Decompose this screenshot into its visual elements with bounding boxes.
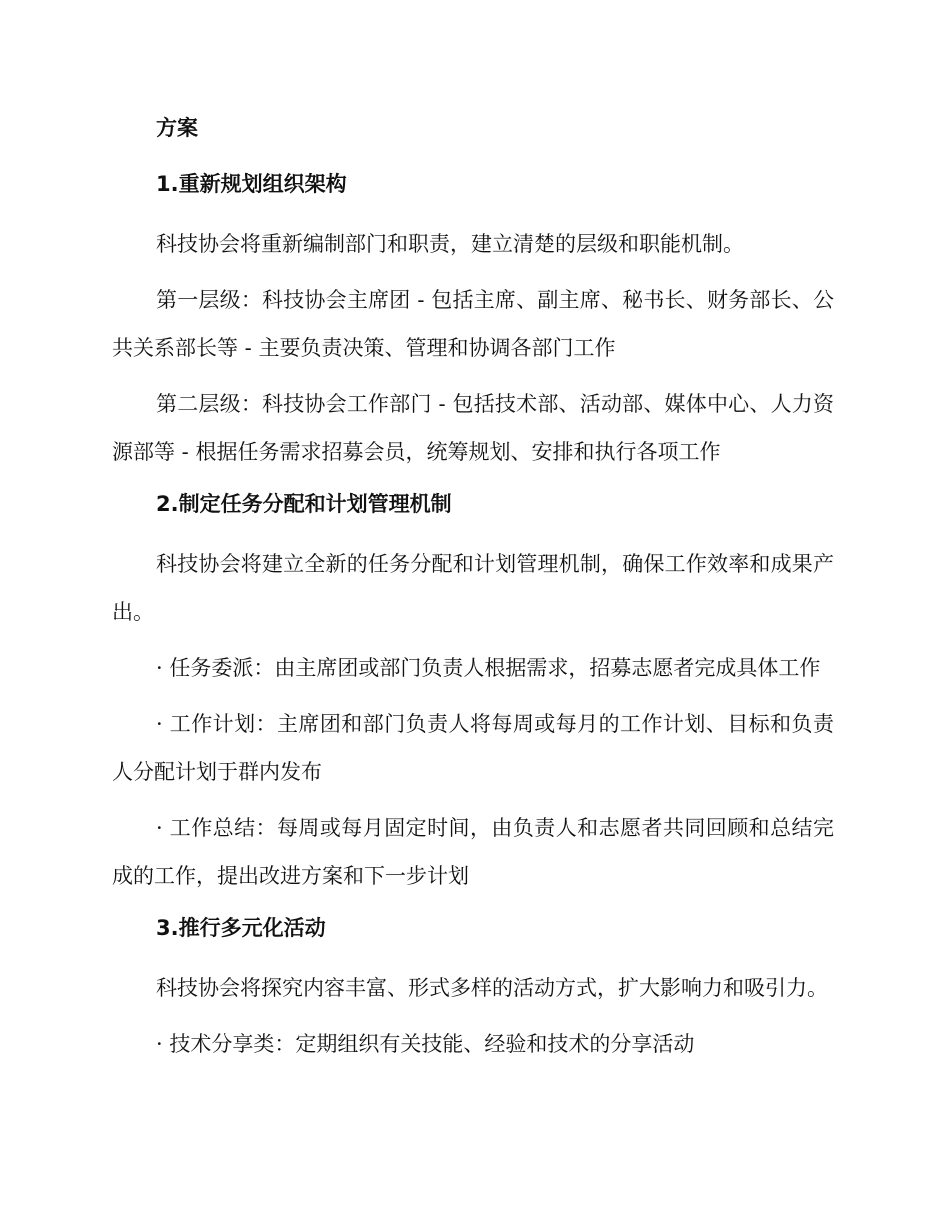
paragraph: 第一层级：科技协会主席团 - 包括主席、副主席、秘书长、财务部长、公共关系部长等 - 主要负责决策、管理和协调各部门工作 [112,288,834,360]
bullet-item: · 工作计划：主席团和部门负责人将每周或每月的工作计划、目标和负责人分配计划于群内发布 [112,712,834,784]
document-page [112,108,834,1076]
paragraph: 科技协会将探究内容丰富、形式多样的活动方式，扩大影响力和吸引力。 [156,976,828,1000]
document-title: 方案 [156,116,198,140]
paragraph: 科技协会将重新编制部门和职责，建立清楚的层级和职能机制。 [156,232,744,256]
section-heading-3: 3.推行多元化活动 [156,916,326,940]
bullet-item: · 技术分享类：定期组织有关技能、经验和技术的分享活动 [156,1032,695,1056]
bullet-item: · 工作总结：每周或每月固定时间，由负责人和志愿者共同回顾和总结完成的工作，提出改进方案和下一步计划 [112,816,834,888]
paragraph: 第二层级：科技协会工作部门 - 包括技术部、活动部、媒体中心、人力资源部等 - 根据任务需求招募会员，统筹规划、安排和执行各项工作 [112,392,834,464]
section-heading-1: 1.重新规划组织架构 [156,172,347,196]
section-heading-2: 2.制定任务分配和计划管理机制 [156,492,452,516]
bullet-item: · 任务委派：由主席团或部门负责人根据需求，招募志愿者完成具体工作 [156,656,821,680]
paragraph: 科技协会将建立全新的任务分配和计划管理机制，确保工作效率和成果产出。 [112,552,834,624]
